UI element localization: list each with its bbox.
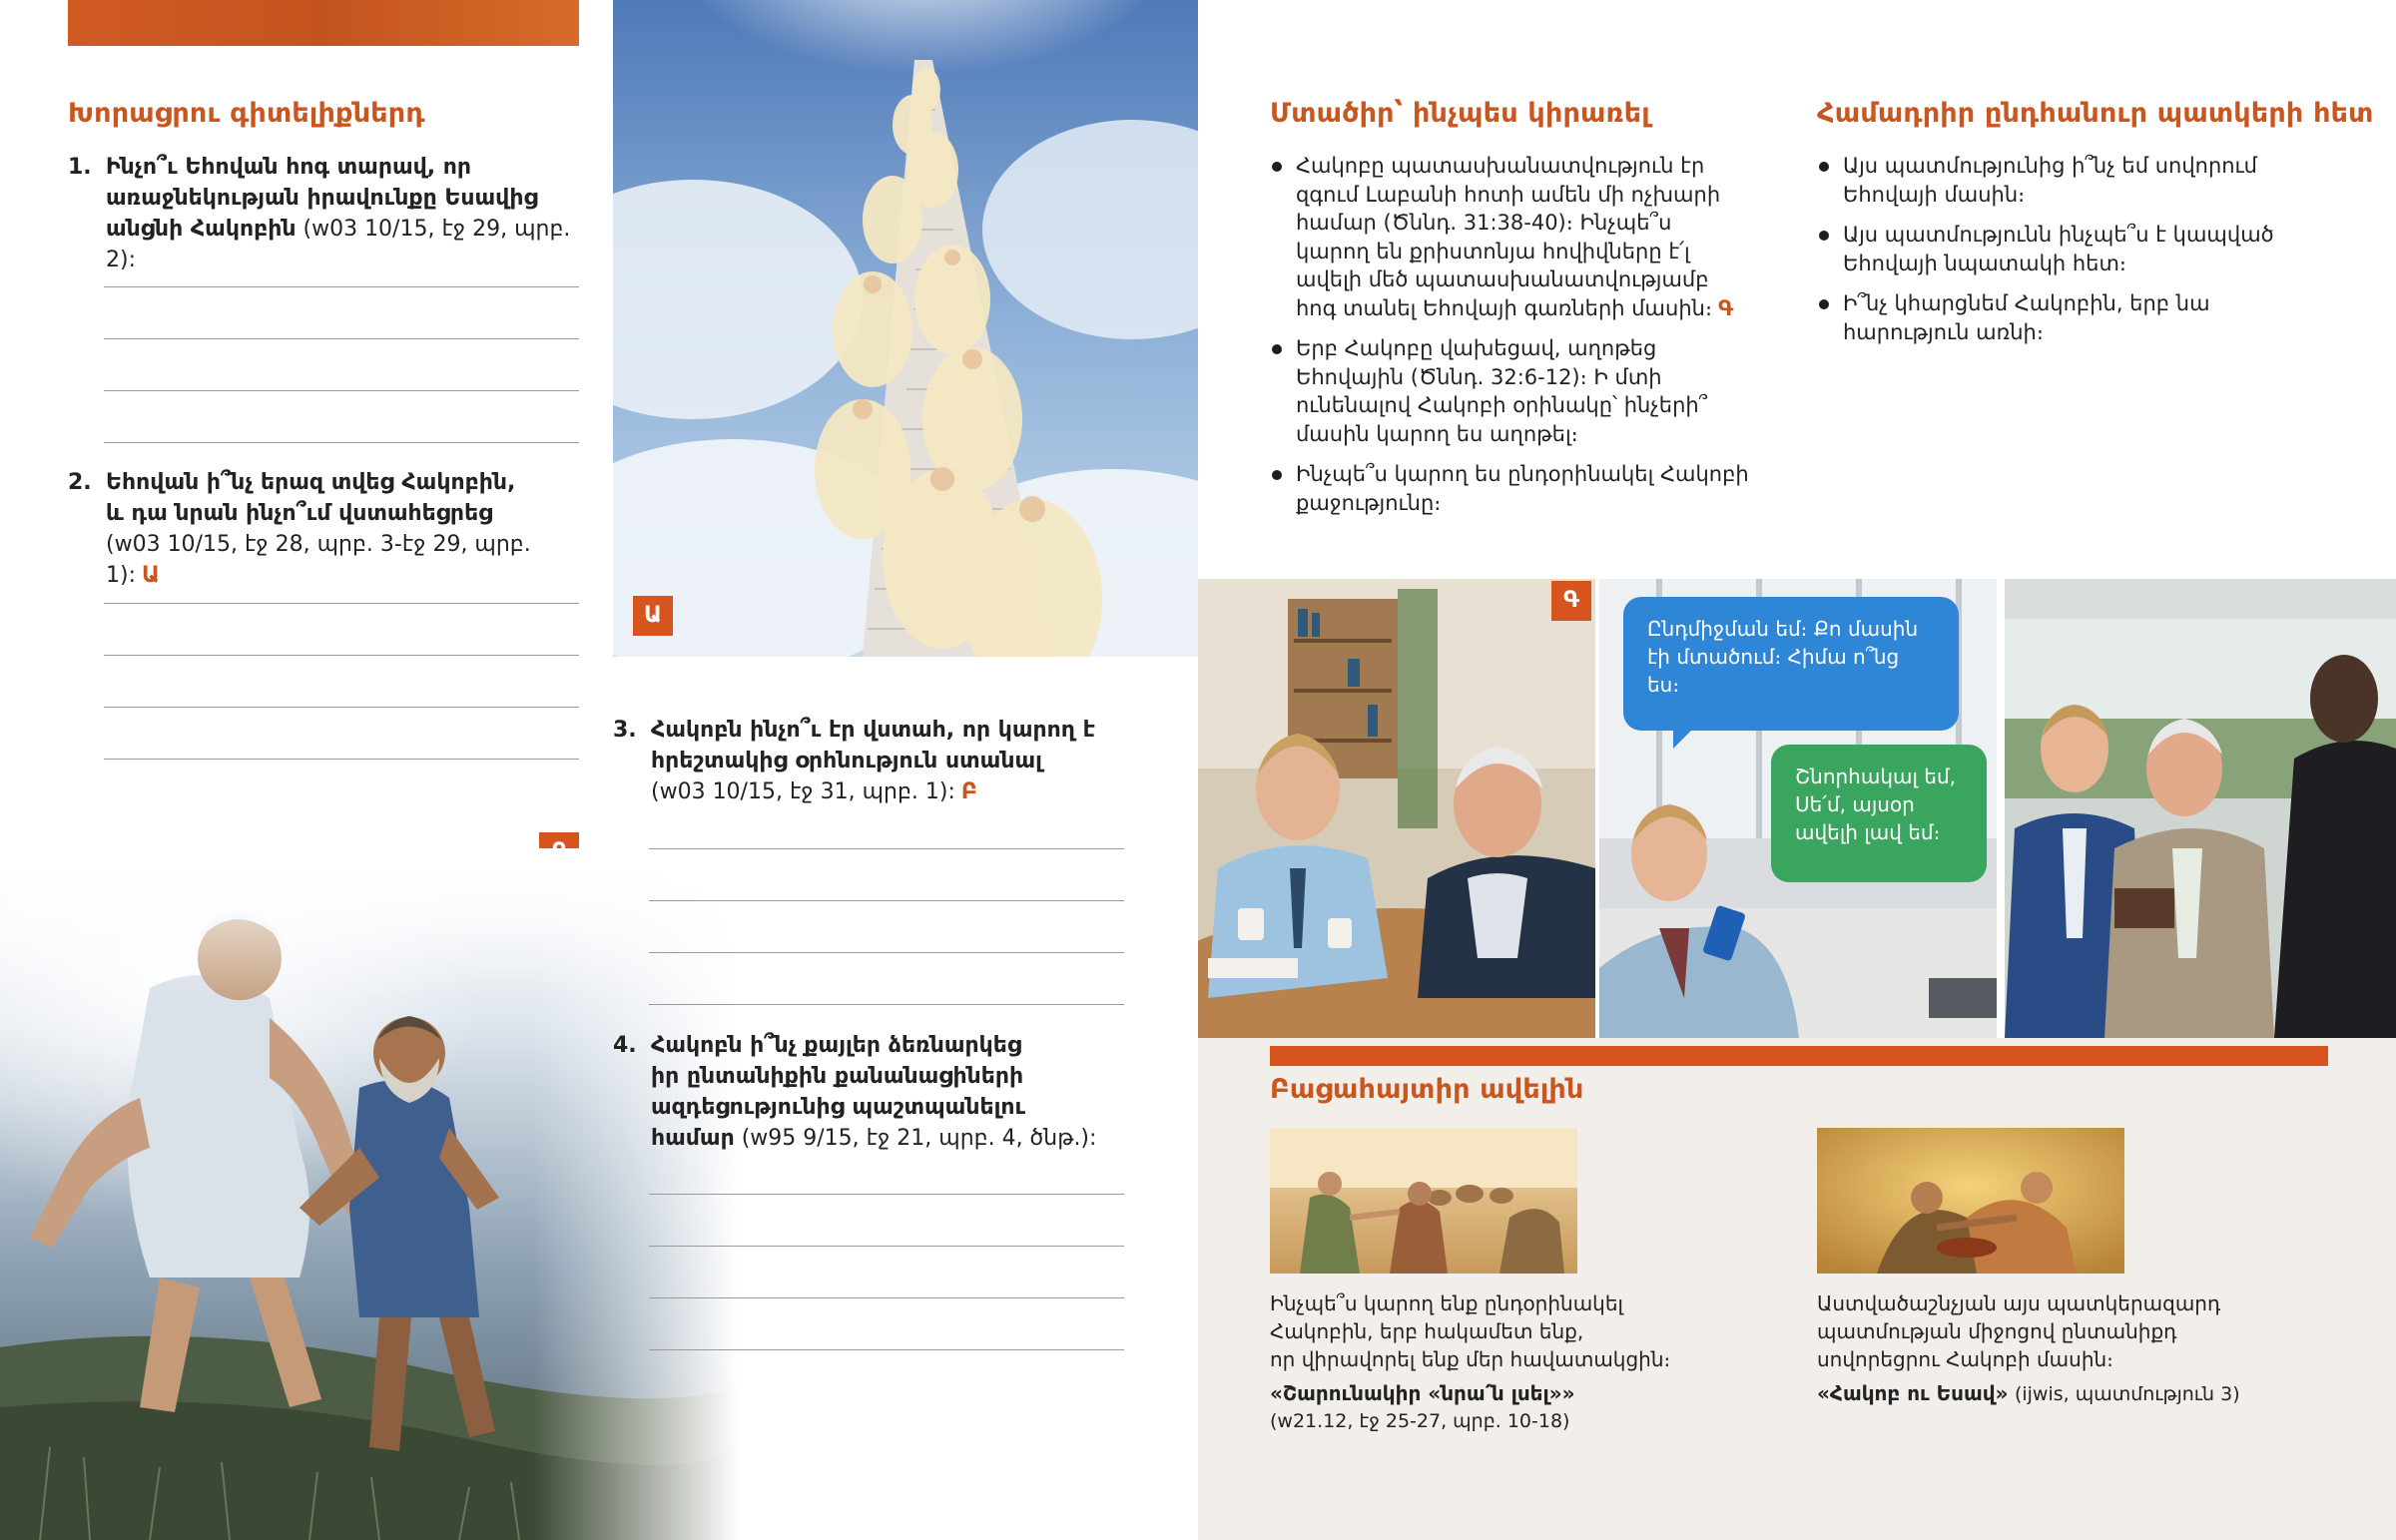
question-3 [613,715,1150,807]
question-text: ազդեցությունից պաշտպանելու [651,1095,1026,1120]
caption-line: սովորեցրու Հակոբի մասին։ [1817,1347,2113,1371]
question-text: Ինչո՞ւ Եհովան հոգ տարավ, որ [106,155,472,180]
list-item [1817,289,2276,346]
photo-elders-visiting [2005,579,2396,1038]
list-item-text: Այս պատմությունից ի՞նչ եմ սովորում Եհովայի մասին։ [1843,154,2257,207]
answer-line[interactable] [649,1246,1124,1247]
big-picture-questions-list [1817,152,2276,358]
answer-line[interactable] [104,286,579,287]
picture-badge-a: Ա [633,596,673,636]
answer-line[interactable] [104,759,579,760]
punctuation: : [128,248,137,272]
reference: (w95 9/15, էջ 21, պրբ. 4, ծնթ.) [741,1126,1090,1151]
question-text: համար [651,1126,735,1151]
list-item [1270,152,1749,322]
question-text: անցնի Հակոբին [106,217,297,242]
punctuation: : [947,779,955,804]
answer-line[interactable] [104,603,579,604]
list-item-text: Ինչպե՞ս կարող ես ընդօրինակել Հակոբի քաջությունը։ [1296,462,1749,515]
section-heading-deepen: Խորացրու գիտելիքներդ [68,98,425,129]
answer-line[interactable] [104,707,579,708]
caption-line: պատմության միջոցով ընտանիքդ [1817,1319,2177,1343]
question-number: 2. [68,470,92,495]
list-item [1817,221,2276,277]
reference: (w21.12, էջ 25-27, պրբ. 10-18) [1270,1410,1570,1432]
answer-line[interactable] [649,900,1124,901]
punctuation: : [128,563,137,588]
article-link[interactable]: «Շարունակիր «նրա՛ն լսել»» [1270,1381,1575,1405]
question-1 [68,152,585,275]
chat-bubble-green: Շնորհակալ եմ, Սե՛մ, այսօր ավելի լավ եմ։ [1771,745,1987,882]
section-heading-apply: Մտածիր՝ ինչպես կիրառել [1270,98,1650,129]
caption-line: Հակոբին, երբ հակամետ ենք, [1270,1319,1584,1343]
answer-line[interactable] [104,338,579,339]
question-text: Եհովան ի՞նչ երազ տվեց Հակոբին, [106,470,516,495]
video-link[interactable]: «Հակոբ ու Եսավ» [1817,1381,2009,1405]
apply-questions-list [1270,152,1749,529]
section-heading-big-picture: Համադրիր ընդհանուր պատկերի հետ [1817,98,2374,129]
section-heading-explore: Բացահայտիր ավելին [1270,1074,1584,1105]
caption-line: որ վիրավորել ենք մեր հավատակցին։ [1270,1347,1671,1371]
answer-line[interactable] [649,1297,1124,1298]
picture-letter: Բ [960,779,977,804]
list-item [1817,152,2276,209]
reference: (w03 10/15, էջ 31, պրբ. 1) [651,779,948,804]
question-number: 1. [68,155,92,180]
question-number: 3. [613,718,637,743]
punctuation: : [1089,1126,1097,1151]
question-text: իր ընտանիքին քանանացիների [651,1064,1024,1089]
answer-line[interactable] [649,848,1124,849]
question-text: Հակոբն ի՞նչ քայլեր ձեռնարկեց [651,1033,1022,1058]
list-item-text: Երբ Հակոբը վախեցավ, աղոթեց Եհովային (Ծննդ. 32:6-12)։ Ի մտի ունենալով Հակոբի օրինակը՝ ինչերի՞ մասին կարող ես աղոթել։ [1296,336,1708,446]
question-text: և դա նրան ինչո՞ւմ վստահեցրեց [106,501,493,526]
picture-letter: Ա [142,563,160,588]
answer-line[interactable] [104,655,579,656]
explore-orange-bar [1270,1046,2328,1066]
question-4 [613,1030,1150,1154]
explore-image-right [1817,1128,2124,1274]
list-item-text: Ի՞նչ կհարցնեմ Հակոբին, երբ նա հարություն առնի։ [1843,291,2210,344]
reference: (ijwis, պատմություն 3) [2014,1383,2240,1405]
photo-strip [1198,579,2396,1038]
reference: (w03 10/15, էջ 28, պրբ. 3-էջ 29, պրբ. 1) [106,532,531,588]
question-text: առաջնեկության իրավունքը Եսավից [106,186,538,211]
picture-letter: Գ [1718,295,1734,320]
chat-bubble-blue: Ընդմիջման եմ։ Քո մասին էի մտածում։ Հիմա ո՞նց ես։ [1623,597,1959,731]
jacob-wrestling-illustration [0,848,739,1540]
explore-caption-right [1817,1289,2276,1408]
caption-line: Աստվածաշնչյան այս պատկերազարդ [1817,1291,2221,1315]
answer-line[interactable] [649,952,1124,953]
question-2 [68,467,585,591]
reference: (w03 10/15, էջ 29, պրբ. 2) [106,217,571,272]
explore-image-left [1270,1128,1577,1274]
orange-banner [68,0,579,46]
list-item-text: Այս պատմությունն ինչպե՞ս է կապված Եհովայի նպատակի հետ։ [1843,223,2274,275]
list-item-text: Հակոբը պատասխանատվություն էր զգում Լաբանի հոտի ամեն մի ոչխարի համար (Ծննդ. 31:38-40)։ Ինչպե՞ս կարող են քրիստոնյա հովիվները է՛լ ավելի մեծ պատասխանատվությամբ հոգ տանել Եհովայի գառների մասին։ [1296,154,1721,320]
list-item [1270,460,1749,517]
jacobs-ladder-illustration [613,0,1198,657]
list-item [1270,334,1749,448]
caption-line: Ինչպե՞ս կարող ենք ընդօրինակել [1270,1291,1623,1315]
picture-badge-g: Գ [1551,581,1591,621]
photo-elders-talking [1198,579,1595,1038]
answer-line[interactable] [104,390,579,391]
question-number: 4. [613,1033,637,1058]
question-text: հրեշտակից օրհնություն ստանալ [651,749,1042,773]
chat-bubble-blue-tail [1673,727,1695,749]
question-text: Հակոբն ինչո՞ւ էր վստահ, որ կարող է [651,718,1096,743]
answer-line[interactable] [104,442,579,443]
answer-line[interactable] [649,1349,1124,1350]
explore-caption-left [1270,1289,1709,1435]
answer-line[interactable] [649,1194,1124,1195]
answer-line[interactable] [649,1004,1124,1005]
